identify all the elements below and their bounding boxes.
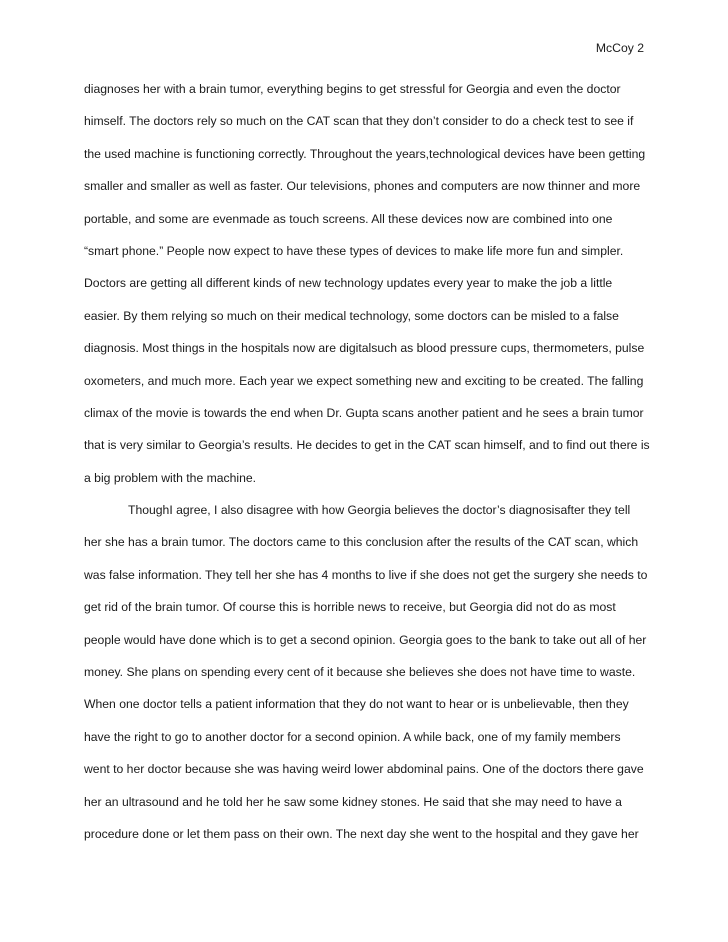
document-body — [84, 81, 654, 858]
text-line: easier. By them relying so much on their medical technology, some doctors can be misled to a false — [84, 308, 619, 323]
text-line: people would have done which is to get a second opinion. Georgia goes to the bank to take out all of her — [84, 632, 647, 647]
text-line: ThoughI agree, I also disagree with how Georgia believes the doctor’s diagnosisafter they tell — [128, 503, 631, 518]
text-line: When one doctor tells a patient information that they do not want to hear or is unbelievable, then they — [84, 697, 629, 712]
text-line: oxometers, and much more. Each year we expect something new and exciting to be created. The falling — [84, 373, 644, 388]
text-line: that is very similar to Georgia’s results. He decides to get in the CAT scan himself, and to find out there is — [84, 438, 650, 453]
text-line: Doctors are getting all different kinds of new technology updates every year to make the job a little — [84, 276, 613, 291]
text-line: himself. The doctors rely so much on the CAT scan that they don’t consider to do a check test to see if — [84, 114, 634, 129]
text-line: diagnosis. Most things in the hospitals now are digitalsuch as blood pressure cups, thermometers, pulse — [84, 341, 645, 356]
text-line: was false information. They tell her she has 4 months to live if she does not get the surgery she needs to — [84, 567, 648, 582]
paragraph-1 — [84, 81, 654, 502]
text-line: went to her doctor because she was having weird lower abdominal pains. One of the doctors there gave — [84, 762, 644, 777]
text-line: a big problem with the machine. — [84, 470, 257, 485]
text-line: money. She plans on spending every cent of it because she believes she does not have time to waste. — [84, 665, 636, 680]
text-line: have the right to go to another doctor for a second opinion. A while back, one of my family members — [84, 729, 621, 744]
text-line: her an ultrasound and he told her he saw some kidney stones. He said that she may need to have a — [84, 794, 622, 809]
text-line: climax of the movie is towards the end when Dr. Gupta scans another patient and he sees a brain tumor — [84, 405, 644, 420]
text-line: “smart phone.” People now expect to have these types of devices to make life more fun and simpler. — [84, 243, 624, 258]
paragraph-2 — [84, 502, 654, 858]
text-line: get rid of the brain tumor. Of course this is horrible news to receive, but Georgia did not do as most — [84, 600, 616, 615]
text-line: smaller and smaller as well as faster. Our televisions, phones and computers are now thinner and more — [84, 179, 641, 194]
text-line: procedure done or let them pass on their own. The next day she went to the hospital and they gave her — [84, 826, 639, 841]
text-line: her she has a brain tumor. The doctors came to this conclusion after the results of the CAT scan, which — [84, 535, 639, 550]
text-line: portable, and some are evenmade as touch screens. All these devices now are combined into one — [84, 211, 613, 226]
text-line: the used machine is functioning correctly. Throughout the years,technological devices have been getting — [84, 146, 646, 161]
page-header: McCoy 2 — [595, 41, 644, 55]
text-line: diagnoses her with a brain tumor, everything begins to get stressful for Georgia and even the doctor — [84, 82, 621, 96]
